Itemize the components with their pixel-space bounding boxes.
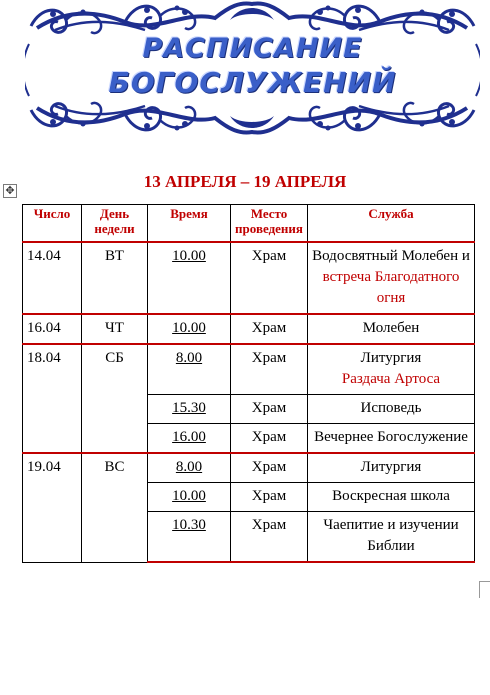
banner-title-line-2: БОГОСЛУЖЕНИЙ: [108, 66, 397, 99]
bottom-ornament: [31, 103, 474, 133]
cell-service: Воскресная школа: [308, 483, 475, 512]
cell-service: [308, 242, 475, 314]
header-date: Число: [23, 205, 82, 243]
header-day-line-2: недели: [94, 221, 135, 236]
service-highlight: Раздача Артоса: [341, 371, 441, 387]
service-highlight: встреча Благодатного огня: [322, 269, 460, 306]
cell-time: 10.30: [148, 512, 231, 563]
table-header-row: [23, 205, 475, 243]
cell-place: Храм: [231, 453, 308, 483]
cell-service: Молебен: [308, 314, 475, 344]
cell-service: Вечернее Богослужение: [308, 424, 475, 454]
cell-place: Храм: [231, 344, 308, 395]
cell-place: Храм: [231, 242, 308, 314]
page-margin-corner: [479, 581, 490, 598]
cell-place: Храм: [231, 424, 308, 454]
cell-time: 8.00: [148, 453, 231, 483]
cell-place: Храм: [231, 314, 308, 344]
service-text: Водосвятный Молебен и: [312, 248, 470, 264]
header-time: Время: [148, 205, 231, 243]
cell-time: 10.00: [148, 314, 231, 344]
table-row: [23, 314, 475, 344]
table-move-handle-icon[interactable]: ✥: [3, 184, 17, 198]
cell-date: 16.04: [23, 314, 82, 344]
cell-day: ВТ: [82, 242, 148, 314]
header-banner: [25, 0, 480, 135]
cell-time: 15.30: [148, 395, 231, 424]
cell-day: ЧТ: [82, 314, 148, 344]
header-place-line-1: Место: [250, 206, 288, 221]
week-heading: 13 АПРЕЛЯ – 19 АПРЕЛЯ: [143, 172, 347, 191]
cell-place: Храм: [231, 483, 308, 512]
table-row: [23, 242, 475, 314]
cell-service: Чаепитие и изучении Библии: [308, 512, 475, 563]
top-ornament: [31, 4, 474, 34]
table-row: [23, 453, 475, 483]
banner-title-line-1: РАСПИСАНИЕ: [142, 33, 363, 64]
cell-day: СБ: [82, 344, 148, 453]
cell-time: 16.00: [148, 424, 231, 454]
header-service: Служба: [308, 205, 475, 243]
cell-time: 8.00: [148, 344, 231, 395]
header-day: [82, 205, 148, 243]
header-place: [231, 205, 308, 243]
cell-service: [308, 344, 475, 395]
cell-time: 10.00: [148, 483, 231, 512]
cell-time: 10.00: [148, 242, 231, 314]
cell-place: Храм: [231, 512, 308, 563]
cell-date: 19.04: [23, 453, 82, 562]
header-day-line-1: День: [99, 206, 130, 221]
cell-date: 14.04: [23, 242, 82, 314]
header-place-line-2: проведения: [235, 221, 303, 236]
table-row: [23, 344, 475, 395]
cell-service: Литургия: [308, 453, 475, 483]
cell-place: Храм: [231, 395, 308, 424]
cell-day: ВС: [82, 453, 148, 562]
schedule-table: [22, 204, 475, 563]
service-text: Литургия: [360, 350, 422, 366]
cell-date: 18.04: [23, 344, 82, 453]
cell-service: Исповедь: [308, 395, 475, 424]
